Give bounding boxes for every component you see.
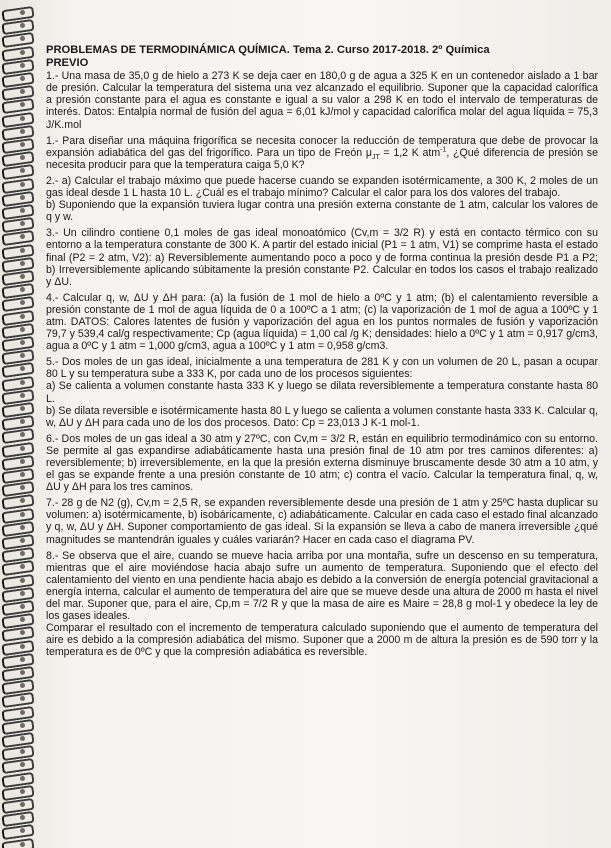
punch-hole xyxy=(20,578,25,583)
problem-8-part1: 8.- Se observa que el aire, cuando se mueve hacia arriba por una montaña, sufre un descenso en su temperatura, mientras que el aire moviéndose hacia abajo sufre un aumento de temperatura. Suponiendo que el efecto del calentamiento del viento en una pendiente hacia abajo es debido a la conversión de energía potencial gravitacional a energía interna, calcular el aumento de temperatura del aire que se mueve desde una altura de 2000 m hasta el nivel del mar. Suponer que, para el aire, Cp,m = 7/2 R y que la masa de aire es Maire = 28,8 g mol-1 y obedece la ley de los gases ideales. xyxy=(46,549,598,623)
sheet-title xyxy=(46,44,598,69)
punch-hole xyxy=(20,129,25,134)
punch-hole xyxy=(20,789,25,794)
punch-hole xyxy=(20,142,25,147)
punch-hole xyxy=(20,195,25,200)
punch-hole xyxy=(20,314,25,319)
punch-hole xyxy=(20,182,25,187)
punch-hole xyxy=(20,406,25,411)
problem-5b: b) Se dilata reversible e isotérmicamente hasta 80 L y luego se calienta a volumen constante hasta 333 K. Calcular q, w, ΔU y ΔH para cada uno de los dos procesos. Dato: Cp = 23,013 J K-1 mol-1. xyxy=(46,404,598,429)
problem-7: 7.- 28 g de N2 (g), Cv,m = 2,5 R, se expanden reversiblemente desde una presión de 1 atm y 25ºC hasta duplicar su volumen: a) isotérmicamente, b) isobáricamente, c) adiabáticamente. Calcular en cada caso el estado final alcanzado y q, w, ΔU y ΔH. Suponer comportamiento de gas ideal. Si la expansión se lleva a cabo de manera irreversible ¿qué magnitudes se mantendrán iguales y cuáles variarán? Hacer en cada caso el diagrama PV. xyxy=(46,497,598,546)
punch-hole xyxy=(20,50,25,55)
punch-hole xyxy=(20,274,25,279)
punch-hole xyxy=(20,776,25,781)
punch-hole xyxy=(20,657,25,662)
punch-hole xyxy=(20,380,25,385)
problem-5a: a) Se calienta a volumen constante hasta 333 K y luego se dilata reversiblemente a temperatura constante hasta 80 L. xyxy=(46,380,598,405)
spiral-binding xyxy=(0,0,34,848)
problem-4: 4.- Calcular q, w, ΔU y ΔH para: (a) la fusión de 1 mol de hielo a 0ºC y 1 atm; (b) el calentamiento reversible a presión constante de 1 mol de agua líquida de 0 a 100ºC a 1 atm; (c) la vaporización de 1 mol de agua a 100ºC y 1 atm. DATOS: Calores latentes de fusión y vaporización del agua en los puntos normales de fusión y vaporización 79,7 y 539,4 cal/g respectivamente; Cp (agua líquida) = 1,00 cal /g K; densidades: hielo a 0ºC y 1 atm = 0,917 g/cm3, agua a 0ºC y 1 atm = 1,000 g/cm3, agua a 100ºC y 1 atm = 0,958 g/cm3. xyxy=(46,291,598,353)
problem-sheet xyxy=(46,44,598,662)
punch-hole xyxy=(20,393,25,398)
punch-hole xyxy=(20,670,25,675)
punch-hole xyxy=(20,842,25,847)
problem-2a: 2.- a) Calcular el trabajo máximo que puede hacerse cuando se expanden isotérmicamente, a 300 K, 2 moles de un gas ideal desde 1 L hasta 10 L. ¿Cuál es el trabajo mínimo? Calcular el calor para los dos valores del trabajo. xyxy=(46,174,598,200)
punch-hole xyxy=(20,76,25,81)
punch-hole xyxy=(20,538,25,543)
problem-1-freon: 1.- Para diseñar una máquina frigorífica se necesita conocer la reducción de temperatura que debe de provocar la expansión adiabática del gas del frigorífico. Para un tipo de Freón $\mu_{JT} = 1,2$ K atm$^{-1}$, ¿Qué diferencia de presión se necesita producir para que la temperatura caiga 5,0 K? xyxy=(46,134,598,171)
punch-hole xyxy=(20,512,25,517)
title-previo: PREVIO xyxy=(46,56,89,69)
punch-hole xyxy=(20,116,25,121)
problem-5 xyxy=(46,356,598,429)
punch-hole xyxy=(20,459,25,464)
problem-6: 6.- Dos moles de un gas ideal a 30 atm y 27ºC, con Cv,m = 3/2 R, están en equilibrio termodinámico con su entorno. Se permite al gas expandirse adiabáticamente hasta una presión final de 10 atm por tres caminos diferentes: a) reversiblemente; b) irreversiblemente, en la que la presión externa disminuye bruscamente desde 30 atm a 10 atm, y el gas se expande frente a una presión constante de 10 atm; c) contra el vacío. Calcular la temperatura final, q, w, ΔU y ΔH para los tres caminos. xyxy=(46,432,598,494)
punch-hole xyxy=(20,327,25,332)
problem-5-intro: 5.- Dos moles de un gas ideal, inicialmente a una temperatura de 281 K y con un volumen de 20 L, pasan a ocupar 80 L y su temperatura sube a 333 K, por cada uno de los procesos siguientes: xyxy=(46,356,598,381)
punch-hole xyxy=(20,723,25,728)
problem-3: 3.- Un cilindro contiene 0,1 moles de gas ideal monoatómico (Cv,m = 3/2 R) y está en contacto térmico con su entorno a la temperatura constante de 300 K. A partir del estado inicial (P1 = 1 atm, V1) se comprime hasta el estado final (P2 = 2 atm, V2): a) Reversiblemente aumentando poco a poco y de forma continua la presión desde P1 a P2; b) Irreversiblemente aplicando súbitamente la presión constante P2. Calcular en todos los casos el trabajo realizado y ΔU. xyxy=(46,227,598,288)
punch-hole xyxy=(20,10,25,15)
problem-2 xyxy=(46,175,598,223)
punch-hole xyxy=(20,340,25,345)
punch-hole xyxy=(20,644,25,649)
punch-hole xyxy=(20,208,25,213)
punch-hole xyxy=(20,591,25,596)
punch-hole xyxy=(20,736,25,741)
punch-hole xyxy=(20,604,25,609)
punch-hole xyxy=(20,472,25,477)
punch-hole xyxy=(20,248,25,253)
punch-hole xyxy=(20,710,25,715)
punch-hole xyxy=(20,525,25,530)
problem-8-part2: Comparar el resultado con el incremento de temperatura calculado suponiendo que el aumento de temperatura del aire es debido a la compresión adiabática del mismo. Suponer que a 2000 m de altura la presión es de 590 torr y la temperatura es de 0ºC y que la compresión adiabática es reversible. xyxy=(46,622,598,659)
punch-hole xyxy=(20,63,25,68)
problem-2b: b) Suponiendo que la expansión tuviera lugar contra una presión externa constante de 1 atm, calcular los valores de q y w. xyxy=(46,199,598,224)
problem-8 xyxy=(46,550,598,659)
punch-hole xyxy=(20,261,25,266)
title-line: PROBLEMAS DE TERMODINÁMICA QUÍMICA. Tema 2. Curso 2017-2018. 2º Química xyxy=(46,44,490,56)
problem-1: 1.- Una masa de 35,0 g de hielo a 273 K se deja caer en 180,0 g de agua a 325 K en un contenedor aislado a 1 bar de presión. Calcular la temperatura del sistema una vez alcanzado el equilibrio. Suponer que la capacidad calorífica a presión constante para el agua es constante e igual a su valor a 298 K en todo el intervalo de temperaturas de interés. Datos: Entalpía normal de fusión del agua = 6,01 kJ/mol y capacidad calorífica molar del agua líquida = 75,3 J/K.mol xyxy=(46,70,598,131)
punch-hole xyxy=(20,802,25,807)
punch-hole xyxy=(20,446,25,451)
